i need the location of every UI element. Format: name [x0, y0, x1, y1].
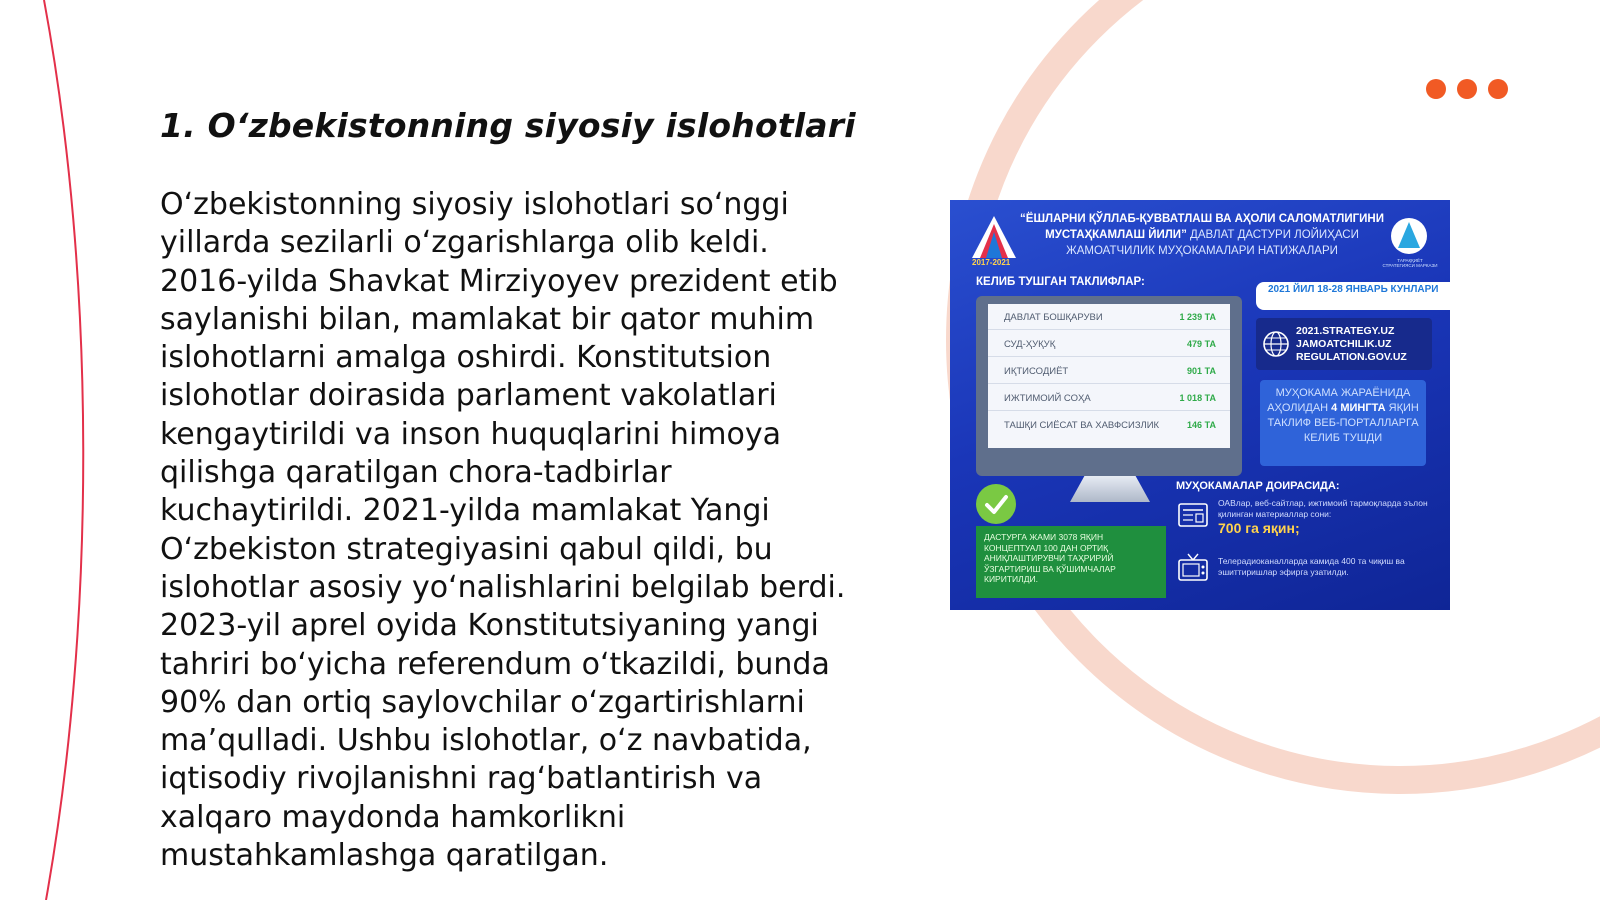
row-label: ДАВЛАТ БОШҚАРУВИ [1004, 312, 1103, 323]
infographic-image [950, 200, 1450, 610]
strategy-center-logo-icon [1382, 216, 1436, 270]
websites-box [1256, 318, 1432, 370]
proposal-row [988, 385, 1230, 411]
media-count-text [1218, 498, 1440, 537]
newspaper-icon [1176, 500, 1210, 530]
date-banner: 2021 ЙИЛ 18-28 ЯНВАРЬ КУНЛАРИ [1256, 282, 1450, 310]
row-value: 901 ТА [1187, 366, 1216, 376]
checkmark-icon [976, 484, 1016, 524]
summary-highlight: 4 МИНГТА [1331, 402, 1386, 414]
proposal-row [988, 331, 1230, 357]
monitor-stand [1070, 476, 1150, 502]
dot [1457, 79, 1477, 99]
globe-icon [1262, 330, 1290, 358]
row-value: 479 ТА [1187, 339, 1216, 349]
infographic-header [1020, 211, 1384, 259]
left-curve-line [44, 0, 83, 900]
media-text: ОАВлар, веб-сайтлар, ижтимоий тармоқларда эълон қилинган материаллар сони: [1218, 498, 1428, 519]
dot [1488, 79, 1508, 99]
slide-body-text: O‘zbekistonning siyosiy islohotlari so‘nggi yillarda sezilarli o‘zgarishlarga olib keldi. 2016-yilda Shavkat Mirziyoyev prezident etib saylanishi bilan, mamlakat bir qator muhim islohotlarni amalga oshirdi. Konstitutsion islohotlar doirasida parlament vakolatlari kengaytirildi va inson huquqlarini himoya qilishga qaratilgan chora-tadbirlar kuchaytirildi. 2021-yilda mamlakat Yangi O‘zbekiston strategiyasini qabul qildi, bu islohotlar asosiy yo‘nalishlarini belgilab berdi. 2023-yil aprel oyida Konstitutsiyaning yangi tahriri bo‘yicha referendum o‘tkazildi, bunda 90% dan ortiq saylovchilar o‘zgartirishlarni ma’qulladi. Ushbu islohotlar, o‘z navbatida, iqtisodiy rivojlanishni rag‘batlantirish va xalqaro maydonda hamkorlikni mustahkamlashga qaratilgan. [160, 187, 846, 874]
dot [1426, 79, 1446, 99]
broadcast-text: Телерадиоканалларда камида 400 та чиқиш ва эшиттиришлар эфирга узатилди. [1218, 556, 1405, 577]
monitor-screen [988, 304, 1230, 448]
logo-year: 2017-2021 [972, 258, 1011, 267]
changes-summary-box: ДАСТУРГА ЖАМИ 3078 ЯҚИН КОНЦЕПТУАЛ 100 ДАН ОРТИҚ АНИҚЛАШТИРУВЧИ ТАҲРИРИЙ ЎЗГАРТИРИШ ВА ҚЎШИМЧАЛАР КИРИТИЛДИ. [976, 526, 1166, 598]
website-url: 2021.STRATEGY.UZ [1296, 325, 1395, 337]
row-label: СУД-ҲУҚУҚ [1004, 339, 1056, 350]
row-label: ТАШҚИ СИЁСАТ ВА ХАВФСИЗЛИК [1004, 420, 1160, 431]
summary-text: ЯҚИН ТАКЛИФ ВЕБ-ПОРТАЛЛАРГА КЕЛИБ ТУШДИ [1267, 402, 1419, 444]
row-value: 146 ТА [1187, 420, 1216, 430]
row-value: 1 239 ТА [1179, 312, 1216, 322]
row-label: ИЖТИМОИЙ СОҲА [1004, 393, 1091, 404]
proposals-subtitle: КЕЛИБ ТУШГАН ТАКЛИФЛАР: [976, 276, 1145, 288]
row-label: ИҚТИСОДИЁТ [1004, 366, 1069, 377]
media-count: 700 га яқин; [1218, 520, 1300, 536]
header-bold: “ЁШЛАРНИ ҚЎЛЛАБ-ҚУВВАТЛАШ ВА АҲОЛИ САЛОМАТЛИГИНИ МУСТАҲКАМЛАШ ЙИЛИ” [1020, 213, 1384, 241]
website-list [1296, 325, 1407, 364]
header-rest: ДАВЛАТ ДАСТУРИ ЛОЙИҲАСИ ЖАМОАТЧИЛИК МУҲОКАМАЛАРИ НАТИЖАЛАРИ [1066, 229, 1359, 257]
proposal-row [988, 304, 1230, 330]
discussion-title: МУҲОКАМАЛАР ДОИРАСИДА: [1176, 480, 1340, 492]
row-value: 1 018 ТА [1179, 393, 1216, 403]
tv-icon [1176, 552, 1210, 584]
slide-title: 1. O‘zbekistonning siyosiy islohotlari [160, 106, 856, 145]
website-url: REGULATION.GOV.UZ [1296, 351, 1407, 363]
proposal-row [988, 412, 1230, 438]
proposal-row [988, 358, 1230, 384]
dots-decoration [1426, 79, 1508, 99]
summary-text: МУҲОКАМА ЖАРАЁНИДА АҲОЛИДАН [1267, 387, 1411, 414]
proposals-summary-box [1260, 380, 1426, 466]
logo-caption: ТАРАҚҚИЁТ СТРАТЕГИЯСИ МАРКАЗИ [1382, 258, 1438, 268]
website-url: JAMOATCHILIK.UZ [1296, 338, 1392, 350]
